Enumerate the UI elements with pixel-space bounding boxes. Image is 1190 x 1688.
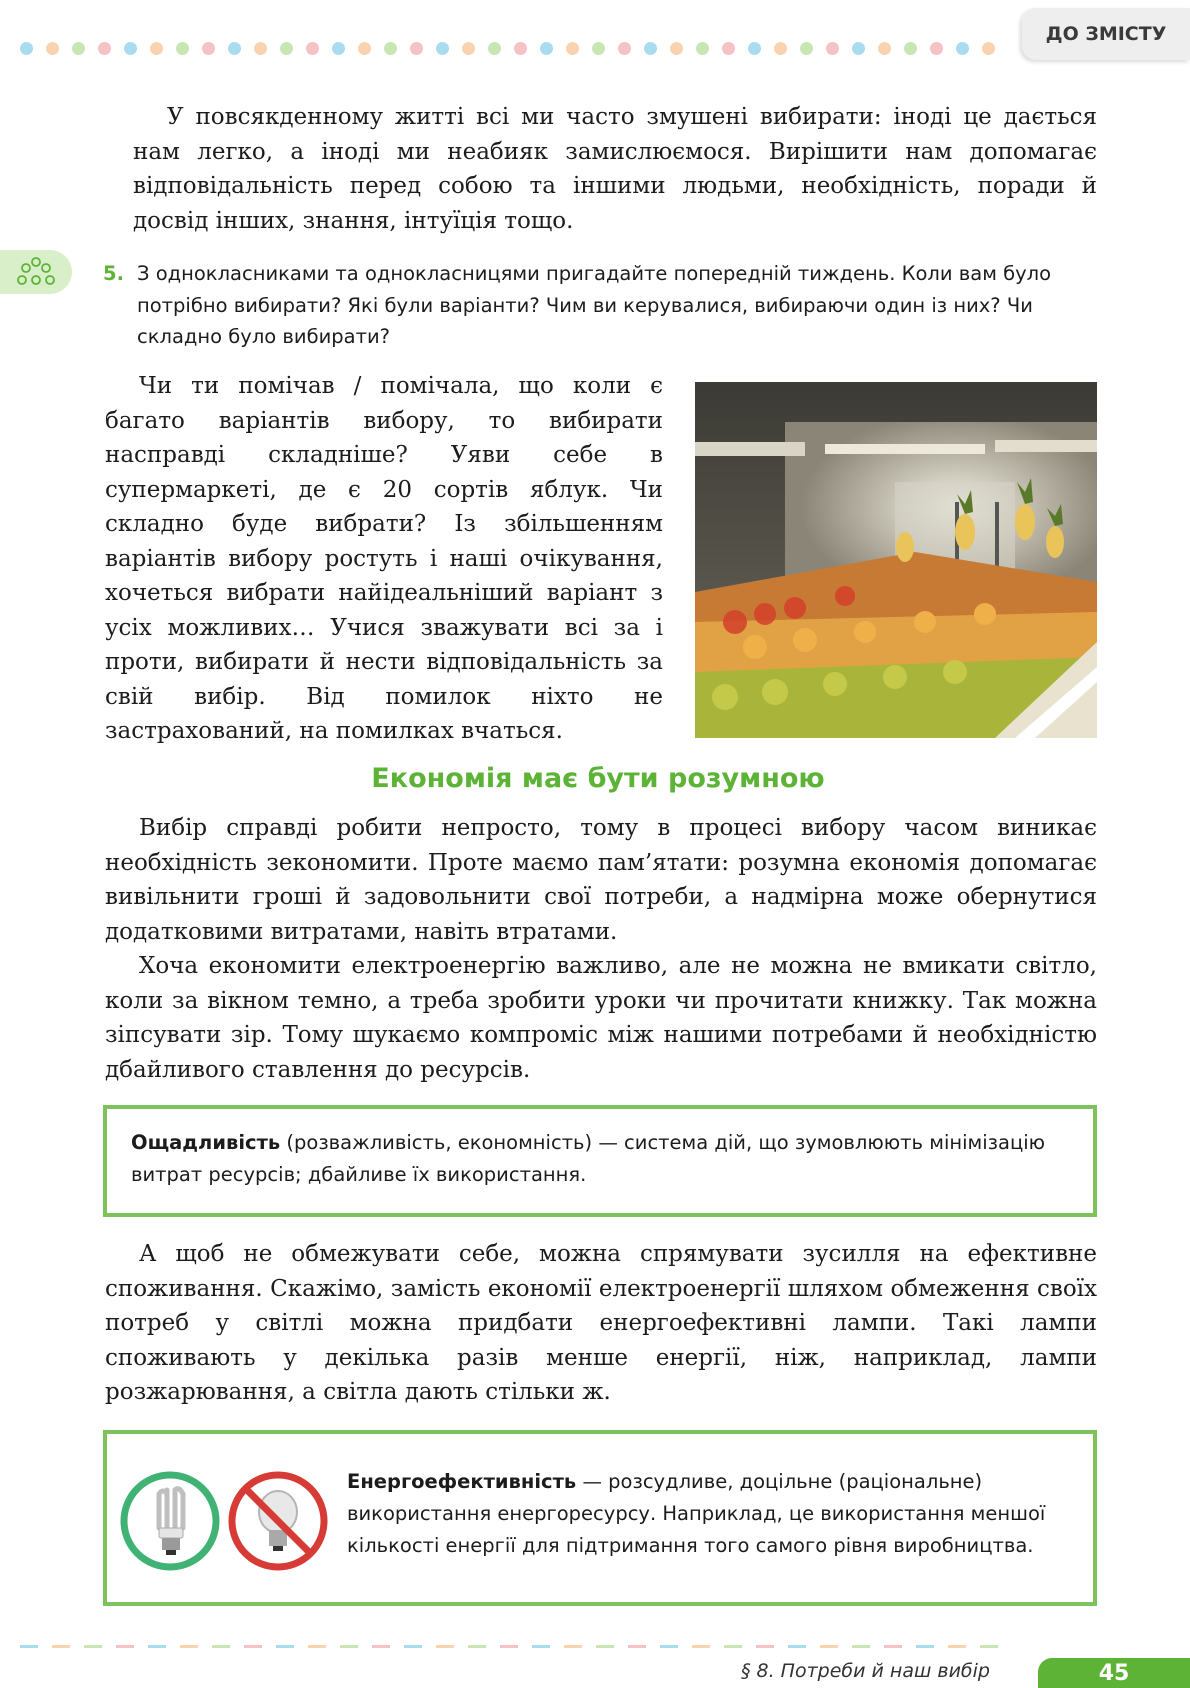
decor-dot xyxy=(904,42,917,55)
decor-dot xyxy=(410,42,423,55)
decor-dash xyxy=(532,1645,550,1648)
decor-dot xyxy=(202,42,215,55)
definition-box-energy-efficiency xyxy=(103,1430,1097,1606)
decor-dot xyxy=(566,42,579,55)
task-text: З однокласниками та однокласницями пригадайте попередній тиждень. Коли вам було потрібно вибирати? Які були варіанти? Чим ви керувалися, вибираючи один із них? Чи складно було вибирати? xyxy=(137,262,1052,348)
decor-dot xyxy=(176,42,189,55)
decor-dot xyxy=(254,42,267,55)
decor-dot xyxy=(644,42,657,55)
decor-dash xyxy=(340,1645,358,1648)
decor-dash xyxy=(468,1645,486,1648)
definition-text: (розважливість, економність) — система дій, що зумовлюють мінімізацію витрат ресурсів; дбайливе їх використання. xyxy=(131,1131,1046,1186)
decor-dot xyxy=(280,42,293,55)
decor-dash xyxy=(564,1645,582,1648)
decor-dash xyxy=(884,1645,902,1648)
task-5 xyxy=(103,258,1093,353)
decor-dash xyxy=(628,1645,646,1648)
decor-dot xyxy=(878,42,891,55)
decor-dot xyxy=(358,42,371,55)
decor-dash xyxy=(596,1645,614,1648)
group-work-icon xyxy=(0,250,72,294)
economy-paragraph-1 xyxy=(105,811,1097,949)
decor-dash xyxy=(500,1645,518,1648)
decor-dot xyxy=(46,42,59,55)
decor-dot xyxy=(748,42,761,55)
intro-text: У повсякденному житті всі ми часто змушені вибирати: іноді це дається нам легко, а іноді ми неабияк замислюємося. Вирішити нам допомагає відповідальність перед собою та іншими людьми, необхідність, поради й досвід інших, знання, інтуїція тощо. xyxy=(133,104,1097,234)
economy-paragraph-2 xyxy=(105,949,1097,1087)
intro-paragraph xyxy=(133,100,1097,238)
decor-dot xyxy=(72,42,85,55)
definition-box-thrift xyxy=(103,1105,1097,1217)
decor-dash xyxy=(212,1645,230,1648)
decor-dot xyxy=(98,42,111,55)
crossed-incandescent-bulb-icon xyxy=(227,1470,329,1572)
decor-dash xyxy=(980,1645,998,1648)
decor-dash xyxy=(852,1645,870,1648)
decor-dot xyxy=(592,42,605,55)
economy-text-1: Вибір справді робити непросто, тому в процесі вибору часом виникає необхідність зекономити. Проте маємо пам’ятати: розумна економія допомагає вивільнити гроші й задовольнити свої потреби, а надмірна може обернутися додатковими витратами, навіть втратами. xyxy=(105,815,1097,945)
section-heading: Економія має бути розумною xyxy=(371,763,825,794)
decor-dash xyxy=(436,1645,454,1648)
definition-term: Енергоефективність xyxy=(347,1470,577,1493)
decor-dot xyxy=(514,42,527,55)
efficiency-text: А щоб не обмежувати себе, можна спрямувати зусилля на ефективне споживання. Скажімо, замість економії електроенергії шляхом обмеження своїх потреб у світлі можна придбати енергоефективні лампи. Такі лампи споживають у декілька разів менше енергії, ніж, наприклад, лампи розжарювання, а світла дають стільки ж. xyxy=(105,1241,1097,1405)
decor-dot xyxy=(930,42,943,55)
decor-dash xyxy=(148,1645,166,1648)
decor-dash xyxy=(308,1645,326,1648)
decor-dot xyxy=(722,42,735,55)
decor-dash xyxy=(180,1645,198,1648)
decor-dot xyxy=(436,42,449,55)
decor-dash xyxy=(788,1645,806,1648)
decor-dot xyxy=(774,42,787,55)
decor-dash xyxy=(404,1645,422,1648)
decor-dash xyxy=(660,1645,678,1648)
decor-dash xyxy=(692,1645,710,1648)
economy-text-2: Хоча економити електроенергію важливо, але не можна не вмикати світло, коли за вікном темно, а треба зробити уроки чи прочитати книжку. Так можна зіпсувати зір. Тому шукаємо компроміс між нашими потребами й необхідністю дбайливого ставлення до ресурсів. xyxy=(105,953,1097,1083)
supermarket-fruit-photo xyxy=(695,382,1097,738)
definition-text: — розсудливе, доцільне (раціональне) використання енергоресурсу. Наприклад, це використання меншої кількості енергії для підтримання того самого рівня виробництва. xyxy=(347,1470,1046,1557)
toc-link[interactable]: ДО ЗМІСТУ xyxy=(1022,8,1190,60)
footer-section-title: § 8. Потреби й наш вибір xyxy=(740,1660,990,1682)
decor-dot xyxy=(696,42,709,55)
decor-dot xyxy=(852,42,865,55)
decor-dash xyxy=(244,1645,262,1648)
decor-dot xyxy=(800,42,813,55)
energy-saving-lamp-icon xyxy=(119,1470,221,1572)
decor-dot xyxy=(124,42,137,55)
decor-dot xyxy=(20,42,33,55)
choice-paragraph xyxy=(105,369,663,749)
decor-dash xyxy=(916,1645,934,1648)
decor-dot xyxy=(332,42,345,55)
choice-text: Чи ти помічав / помічала, що коли є багато варіантів вибору, то вибирати насправді складніше? Уяви себе в супермаркеті, де є 20 сортів яблук. Чи складно буде вибрати? Із збільшенням варіантів вибору ростуть і наші очікування, хочеться вибрати найідеальніший варіант з усіх можливих… Учися зважувати всі за і проти, вибирати й нести відповідальність за свій вибір. Від помилок ніхто не застрахований, на помилках вчаться. xyxy=(105,373,663,744)
decor-dash xyxy=(52,1645,70,1648)
decor-dot xyxy=(228,42,241,55)
decor-dot xyxy=(826,42,839,55)
efficiency-paragraph xyxy=(105,1237,1097,1410)
bottom-dash-decoration xyxy=(20,1645,1030,1649)
decor-dash xyxy=(820,1645,838,1648)
page-number: 45 xyxy=(1038,1658,1190,1688)
decor-dash xyxy=(372,1645,390,1648)
decor-dot xyxy=(956,42,969,55)
decor-dot xyxy=(618,42,631,55)
decor-dot xyxy=(982,42,995,55)
decor-dash xyxy=(276,1645,294,1648)
decor-dot xyxy=(670,42,683,55)
decor-dash xyxy=(756,1645,774,1648)
decor-dash xyxy=(116,1645,134,1648)
decor-dot xyxy=(384,42,397,55)
task-number: 5. xyxy=(103,262,124,285)
decor-dash xyxy=(84,1645,102,1648)
decor-dot xyxy=(540,42,553,55)
decor-dot xyxy=(462,42,475,55)
decor-dash xyxy=(948,1645,966,1648)
decor-dash xyxy=(724,1645,742,1648)
decor-dot xyxy=(150,42,163,55)
decor-dash xyxy=(20,1645,38,1648)
decor-dot xyxy=(488,42,501,55)
top-dot-decoration xyxy=(20,42,1030,56)
decor-dot xyxy=(306,42,319,55)
definition-term: Ощадливість xyxy=(131,1131,281,1154)
